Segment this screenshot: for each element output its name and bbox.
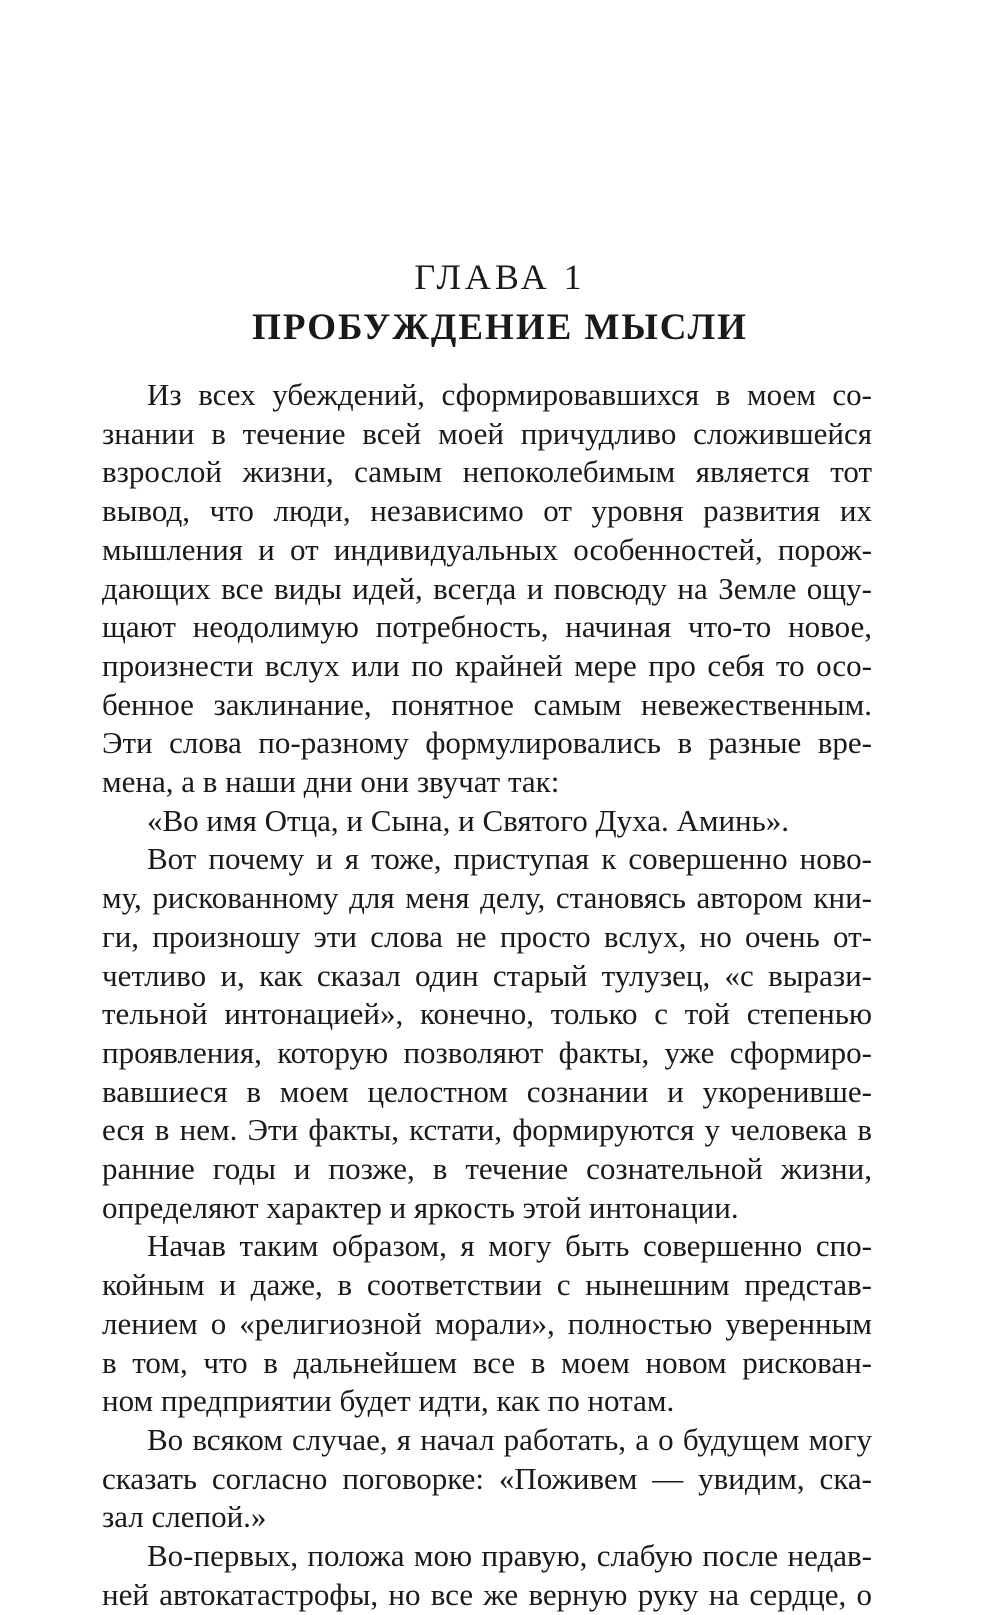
text-line: му, рискованному для меня делу, становясь автором кни- xyxy=(102,880,872,916)
text-line: лением о «религиозной морали», полностью уверенным xyxy=(102,1305,872,1341)
paragraph xyxy=(102,376,872,802)
paragraph xyxy=(102,1537,872,1614)
text-line: Во-первых, положа мою правую, слабую после недав- xyxy=(147,1538,872,1574)
text-line: в том, что в дальнейшем все в моем новом рискован- xyxy=(102,1344,872,1380)
text-line: мена, а в наши дни они звучат так: xyxy=(102,764,560,800)
text-line: зал слепой.» xyxy=(102,1499,267,1535)
text-line: бенное заклинание, понятное самым невежественным. xyxy=(102,686,872,722)
text-line: койным и даже, в соответствии с нынешним представ- xyxy=(102,1267,872,1303)
text-line: ном предприятии будет идти, как по нотам. xyxy=(102,1383,675,1419)
text-line: дающих все виды идей, всегда и повсюду на Земле ощу- xyxy=(102,570,872,606)
text-line: взрослой жизни, самым непоколебимым является тот xyxy=(102,454,872,490)
text-line: Начав таким образом, я могу быть совершенно спо- xyxy=(147,1228,872,1264)
paragraph xyxy=(102,840,872,1227)
text-line: Вот почему и я тоже, приступая к совершенно ново- xyxy=(147,841,872,877)
text-line: сказать согласно поговорке: «Поживем — увидим, ска- xyxy=(102,1460,872,1496)
text-line: четливо и, как сказал один старый тулузец, «с вырази- xyxy=(102,957,872,993)
text-line: Во всяком случае, я начал работать, а о будущем могу xyxy=(147,1421,872,1457)
text-line: Из всех убеждений, сформировавшихся в моем со- xyxy=(147,377,872,412)
text-line: ней автокатастрофы, но все же верную руку на сердце, о xyxy=(102,1576,872,1612)
text-line: вывод, что люди, независимо от уровня развития их xyxy=(102,493,872,529)
text-line: знании в течение всей моей причудливо сложившейся xyxy=(102,415,872,451)
chapter-label: ГЛАВА 1 xyxy=(414,257,586,297)
chapter-title: ПРОБУЖДЕНИЕ МЫСЛИ xyxy=(252,307,748,348)
text-line: «Во имя Отца, и Сына, и Святого Духа. Аминь». xyxy=(147,802,790,838)
text-line: еся в нем. Эти факты, кстати, формируются у человека в xyxy=(102,1112,872,1148)
text-line: ранние годы и позже, в течение сознательной жизни, xyxy=(102,1151,872,1187)
text-line: произнести вслух или по крайней мере про себя то осо- xyxy=(102,647,872,683)
text-line: ги, произношу эти слова не просто вслух, но очень от- xyxy=(102,918,872,954)
paragraph xyxy=(102,1421,872,1537)
paragraph xyxy=(102,1227,872,1421)
text-line: проявления, которую позволяют факты, уже сформиро- xyxy=(102,1034,872,1070)
text-line: Эти слова по-разному формулировались в разные вре- xyxy=(102,725,872,761)
body-text xyxy=(102,376,872,1615)
text-line: вавшиеся в моем целостном сознании и укоренивше- xyxy=(102,1073,872,1109)
text-line: мышления и от индивидуальных особенностей, порож- xyxy=(102,531,872,567)
text-line: тельной интонацией», конечно, только с той степенью xyxy=(102,996,872,1032)
paragraph xyxy=(102,802,872,841)
text-line: определяют характер и яркость этой интонации. xyxy=(102,1189,739,1225)
text-line: щают неодолимую потребность, начиная что-то новое, xyxy=(102,609,872,645)
